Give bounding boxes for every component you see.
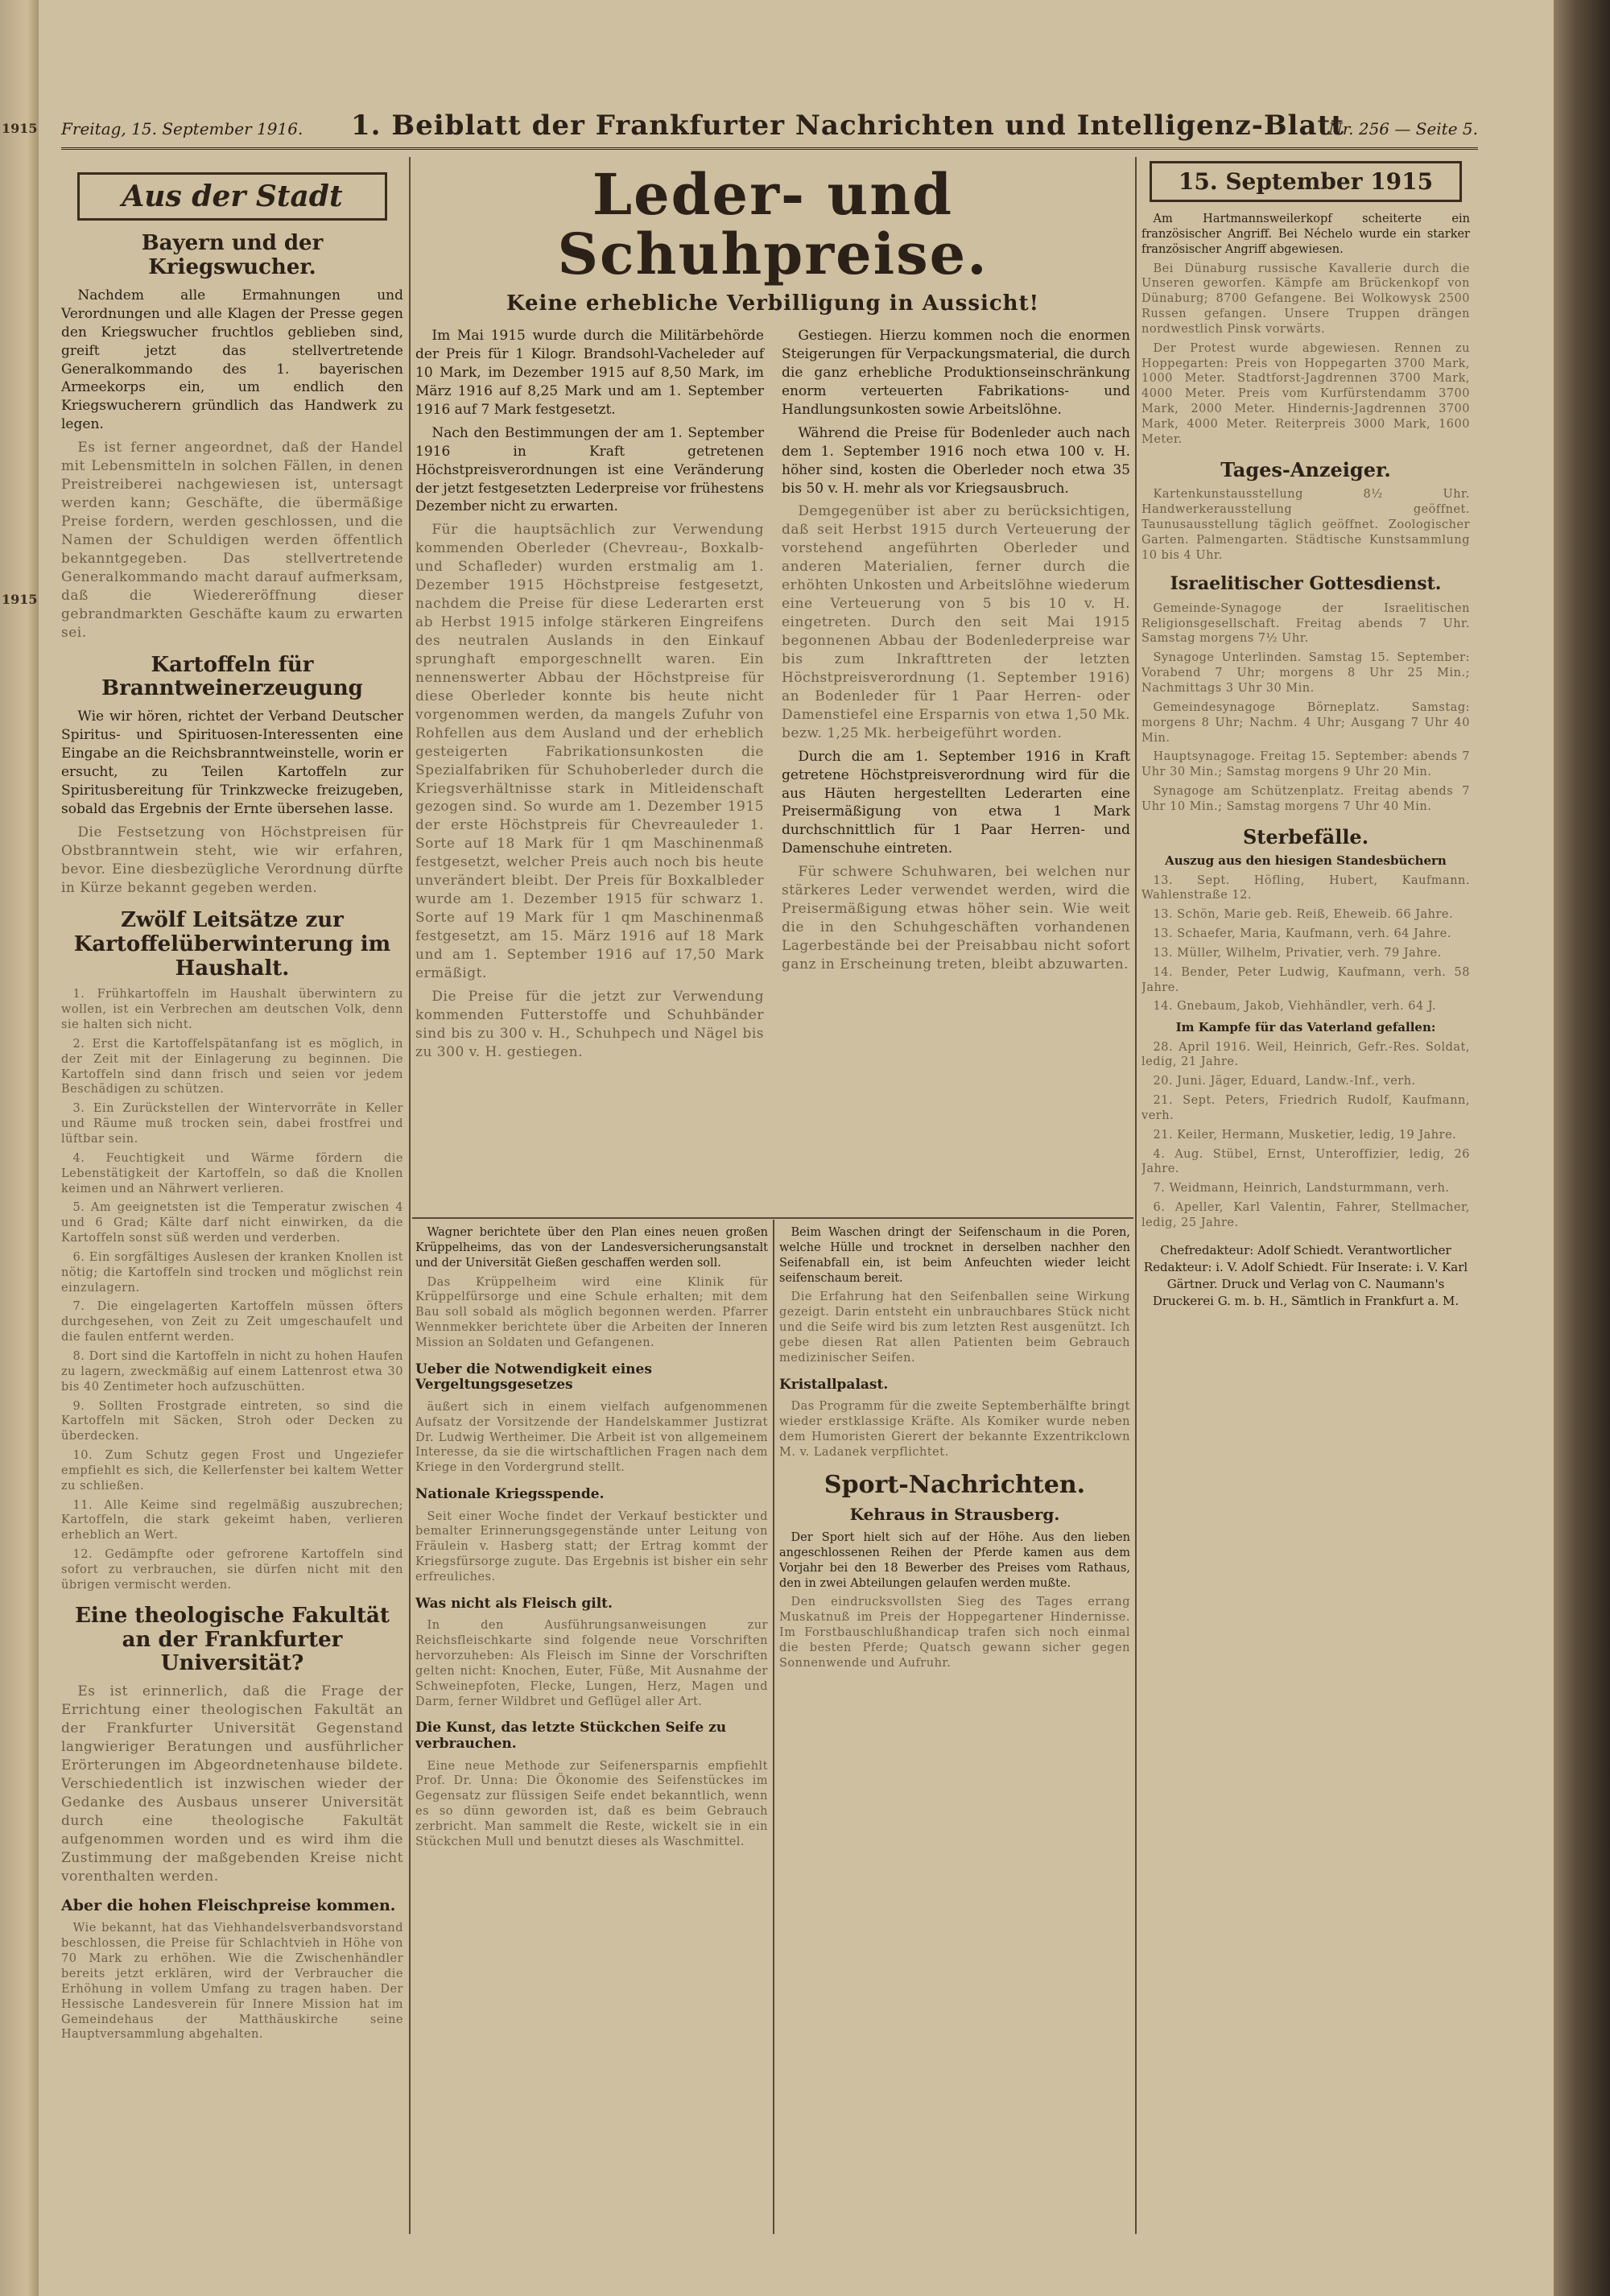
lead-article-columns (415, 327, 1130, 1067)
article-body (61, 287, 403, 642)
section-body (1141, 601, 1470, 815)
lead-paragraph: Durch die am 1. September 1916 in Kraft getretene Höchstpreisverordnung wird für die aus Häuten hergestellten Lederarten eine Preisermäßigung von etwa 1 Mark durchschnittlich für 1 Paar Herren- und Damenschuhe eintreten. (782, 748, 1130, 857)
listing-item: Synagoge Unterlinden. Samstag 15. September: Vorabend 7 Uhr; morgens 8 Uhr 25 Min.; Nachmittags 3 Uhr 30 Min. (1141, 651, 1470, 695)
article-headline: Ueber die Notwendigkeit eines Vergeltungsgesetzes (415, 1361, 652, 1394)
listing-item: Kartenkunstausstellung 8½ Uhr. Handwerkerausstellung geöffnet. Taunusausstellung täglich geöffnet. Zoologischer Garten. Palmengarten. Städtische Kunstsammlung 10 bis 4 Uhr. (1141, 488, 1470, 562)
column-rule (409, 157, 411, 2234)
article-body (61, 708, 403, 897)
section-body (1141, 1040, 1470, 1231)
article-paragraph-filler: Das Krüppelheim wird eine Klinik für Krüppelfürsorge und eine Schule erhalten; mit dem Bau soll sobald als möglich begonnen werden. Pfarrer Wennmekker berichtete über die Arbeiten der Inneren Mission an Soldaten und Gefangenen. (415, 1275, 768, 1349)
binding-strip (0, 0, 39, 2296)
sport-headline: Sport-Nachrichten. (824, 1470, 1086, 1499)
section-body (1141, 487, 1470, 563)
article-body (415, 1225, 768, 1351)
lead-paragraph: Im Mai 1915 wurde durch die Militärbehörde der Preis für 1 Kilogr. Brandsohl-Vacheleder auf 10 Mark, im Dezember 1915 auf 8,50 Mark, im März 1916 auf 8,25 Mark und am 1. September 1916 auf 7 Mark festgesetzt. (415, 328, 764, 418)
article-paragraph-filler: Es ist erinnerlich, daß die Frage der Errichtung einer theologischen Fakultät an der Frankfurter Universität Gegenstand langwieriger Beratungen und ausführlicher Erörterungen im Abgeordnetenhause bildete. Verschiedentlich ist inzwischen wieder der Gedanke des Ausbaus unserer Universität durch eine theologische Fakultät aufgenommen worden und es wird ihm die Zustimmung der maßgebenden Kreise nicht vorenthalten werden. (61, 1683, 403, 1885)
article-paragraph: Wie wir hören, richtet der Verband Deutscher Spiritus- und Spirituosen-Interessenten eine Eingabe an die Reichsbranntweinstelle, worin er ersucht, zu Teilen Kartoffeln zur Spiritusbereitung für Trinkzwecke freizugeben, sobald das Ergebnis der Ernte übersehen lasse. (61, 708, 403, 818)
list-item: 2. Erst die Kartoffelspätanfang ist es möglich, in der Zeit mit der Einlagerung zu beginnen. Die Kartoffeln sind dann frisch und seien vor jedem Beschädigen zu schützen. (61, 1037, 403, 1096)
column-rule (773, 1220, 774, 2234)
right-column (1141, 161, 1470, 2230)
article-headline: Zwölf Leitsätze zur Kartoffelüberwinterung im Haushalt. (73, 907, 391, 981)
death-notice: 14. Gnebaum, Jakob, Viehhändler, verh. 64 J. (1153, 1000, 1437, 1014)
lower-right-column (779, 1225, 1130, 2232)
chronicle-paragraph-filler: Der Protest wurde abgewiesen. Rennen zu Hoppegarten: Preis von Hoppegarten 3700 Mark, 1000 Meter. Stadtforst-Jagdrennen 3700 Mark, 4000 Meter. Preis vom Kurfürstendamm 3700 Mark, 2000 Meter. Hindernis-Jagdrennen 3700 Mark, 4000 Meter. Reiterpreis 3000 Mark, 1600 Meter. (1141, 341, 1470, 446)
article-paragraph: Der Sport hielt sich auf der Höhe. Aus den lieben angeschlossenen Reihen der Pferde kamen aus dem Vorjahr bei den 18 Bewerber des Preises vom Rathaus, den in zwei Abteilungen gelaufen werden mußte. (779, 1531, 1130, 1590)
list-item: 11. Alle Keime sind regelmäßig auszubrechen; Kartoffeln, die stark gekeimt haben, verlieren erheblich an Wert. (61, 1498, 403, 1542)
left-column (61, 169, 403, 2230)
lead-paragraph: Gestiegen. Hierzu kommen noch die enormen Steigerungen für Verpackungsmaterial, die durch die ganz erhebliche Produktionseinschränkung enorm verteuerten Fabrikations- und Handlungsunkosten sowie Arbeitslöhne. (782, 328, 1130, 418)
death-notice: 7. Weidmann, Heinrich, Landsturmmann, verh. (1153, 1182, 1450, 1195)
chronicle-body (1141, 212, 1470, 448)
article-paragraph-filler: Eine neue Methode zur Seifenersparnis empfiehlt Prof. Dr. Unna: Die Ökonomie des Seifenstückes im Gegensatz zur flüssigen Seife endet bekanntlich, wenn es so dünn geworden ist, daß es beim Gebrauch zerbricht. Man sammelt die Reste, wickelt sie in ein Stückchen Mull und benutzt dieses als Waschmittel. (415, 1759, 768, 1848)
binding-year-mark-lower: 1915 (2, 592, 38, 607)
article-headline: Kristallpalast. (779, 1376, 889, 1393)
article-headline: Kartoffeln für Branntweinerzeugung (101, 652, 363, 701)
lead-paragraph: Während die Preise für Bodenleder auch nach dem 1. September 1916 noch etwa 100 v. H. höher sind, kosten die Oberleder noch etwa 35 bis 50 v. H. mehr als vor Kriegsausbruch. (782, 424, 1130, 497)
article-paragraph-filler: Die Erfahrung hat den Seifenballen seine Wirkung gezeigt. Darin entsteht ein unbrauchbares Stück nicht und die Seife wird bis zum letzten Rest ausgenützt. Ich gebe diesen Rat allen Patienten beim Gebrauch medizinischer Seifen. (779, 1290, 1130, 1365)
lead-paragraph-filler: Die Preise für die jetzt zur Verwendung kommenden Futterstoffe und Schuhbänder sind bis zu 300 v. H., Schuhpech und Nägel bis zu 300 v. H. gestiegen. (415, 988, 764, 1060)
article-body (779, 1399, 1130, 1460)
list-item: 5. Am geeignetsten ist die Temperatur zwischen 4 und 6 Grad; Kälte darf nicht einwirken, da die Kartoffeln sonst süß werden und verderben. (61, 1201, 403, 1245)
list-item: 3. Ein Zurückstellen der Wintervorräte in Keller und Räume muß trocken sein, dabei frostfrei und lüftbar sein. (61, 1102, 403, 1146)
death-notice: 13. Müller, Wilhelm, Privatier, verh. 79 Jahre. (1153, 946, 1442, 960)
section-headline: Israelitischer Gottesdienst. (1170, 573, 1442, 595)
listing-item: Hauptsynagoge. Freitag 15. September: abends 7 Uhr 30 Min.; Samstag morgens 9 Uhr 20 Min. (1141, 750, 1470, 779)
article-paragraph-filler: Das Programm für die zweite Septemberhälfte bringt wieder erstklassige Kräfte. Als Komiker wurde neben dem Humoristen Gierert der bekannte Exzentrikclown M. v. Ladanek verpflichtet. (779, 1400, 1130, 1459)
article-body (61, 1683, 403, 1885)
article-paragraph-filler: Wie bekannt, hat das Viehhandelsverbandsvorstand beschlossen, die Preise für Schlachtvieh in Höhe von 70 Mark zu erhöhen. Wie die Zwischenhändler bereits jetzt erklären, wird der Verbraucher die Erhöhung in vollem Umfang zu tragen haben. Der Hessische Landesverein für Innere Mission hat im Gemeindehaus der Matthäuskirche seine Hauptversammlung abgehalten. (61, 1922, 403, 2042)
section-subheadline: Im Kampfe für das Vaterland gefallen: (1175, 1020, 1436, 1035)
list-item: 6. Ein sorgfältiges Auslesen der kranken Knollen ist nötig; die Kartoffeln sind trocken und möglichst rein einzulagern. (61, 1250, 403, 1295)
article-paragraph-filler: äußert sich in einem vielfach aufgenommenen Aufsatz der Vorsitzende der Handelskammer Justizrat Dr. Ludwig Wertheimer. Die Arbeit ist von allgemeinem Interesse, da sie die wirtschaftlichen Fragen nach dem Kriege in den Vordergrund stellt. (415, 1400, 768, 1475)
issue-date: Freitag, 15. September 1916. (61, 119, 303, 138)
list-item: 4. Feuchtigkeit und Wärme fördern die Lebenstätigkeit der Kartoffeln, so daß die Knollen keimen und an Nährwert verlieren. (61, 1151, 403, 1195)
lead-article (415, 165, 1130, 1212)
section-headline: Tages-Anzeiger. (1220, 457, 1391, 481)
section-rule (412, 1217, 1133, 1219)
article-headline: Nationale Kriegsspende. (415, 1486, 605, 1503)
article-headline: Was nicht als Fleisch gilt. (415, 1595, 613, 1612)
article-body (61, 1921, 403, 2042)
listing-item: Gemeindesynagoge Börneplatz. Samstag: morgens 8 Uhr; Nachm. 4 Uhr; Ausgang 7 Uhr 40 Min. (1141, 700, 1470, 745)
list-item: 1. Frühkartoffeln im Haushalt überwintern zu wollen, ist ein Verbrechen am deutschen Volk, denn sie halten sich nicht. (61, 988, 403, 1032)
article-paragraph-filler: Die Festsetzung von Höchstpreisen für Obstbranntwein steht, wie wir erfahren, bevor. Eine diesbezügliche Verordnung dürfte in Kürze bekannt gegeben werden. (61, 824, 403, 896)
lead-column-2 (782, 327, 1130, 1067)
lead-subheadline: Keine erhebliche Verbilligung in Aussicht! (506, 291, 1040, 316)
lead-paragraph-filler: Demgegenüber ist aber zu berücksichtigen, daß seit Herbst 1915 durch Verteuerung der vorstehend angeführten Oberleder und anderen Materialien, ferner durch die erhöhten Unkosten und Arbeitslöhne wiederum eine Verteuerung von 5 bis 10 v. H. eingetreten. Durch den seit Mai 1915 begonnenen Abbau der Bodenlederpreise war bis zum Inkrafttreten der letzten Höchstpreisverordnung (1. September 1916) an Bodenleder für 1 Paar Herren- oder Damenstiefel eine Ersparnis von etwa 1,50 Mk. bezw. 1,25 Mk. herbeigeführt worden. (782, 503, 1130, 741)
article-headline: Die Kunst, das letzte Stückchen Seife zu verbrauchen. (415, 1720, 727, 1752)
lead-headline: Leder- und Schuhpreise. (557, 165, 989, 287)
article-headline: Aber die hohen Fleischpreise kommen. (61, 1896, 396, 1914)
death-notice: 28. April 1916. Weil, Heinrich, Gefr.-Res. Soldat, ledig, 21 Jahre. (1141, 1040, 1470, 1069)
article-paragraph: Beim Waschen dringt der Seifenschaum in die Poren, welche Hülle und trocknet in derselben nachher den Seifenabfall ein, ist beim Anfeuchten wieder leicht seifenschaum bereit. (779, 1226, 1130, 1285)
article-paragraph: Nachdem alle Ermahnungen und Verordnungen und alle Klagen der Presse gegen den Kriegswucher fruchtlos geblieben sind, greift jetzt das stellvertretende Generalkommando des 1. bayerischen Armeekorps ein, um endlich den Kriegswucherern gründlich das Handwerk zu legen. (61, 287, 403, 433)
imprint-credit: Chefredakteur: Adolf Schiedt. Verantwortlicher Redakteur: i. V. Adolf Schiedt. Für Inserate: i. V. Karl Gärtner. Druck und Verlag von C. Naumann's Druckerei G. m. b. H., Sämtlich in Frankfurt a. M. (1143, 1242, 1468, 1308)
lead-paragraph-filler: Für schwere Schuhwaren, bei welchen nur stärkeres Leder verwendet werden, wird die Preisermäßigung etwas höher sein. Wie weit die in den Schuhgeschäften vorhandenen Lagerbestände bei der Preisabbau nicht sofort ganz in Erscheinung treten, bleibt abzuwarten. (782, 864, 1130, 972)
article-body (779, 1530, 1130, 1671)
page-edge-shadow (1554, 0, 1610, 2296)
article-body (61, 987, 403, 1592)
article-body (415, 1400, 768, 1476)
article-paragraph-filler: Es ist ferner angeordnet, daß der Handel mit Lebensmitteln in solchen Fällen, in denen Preistreiberei nachgewiesen ist, untersagt werden kann; Geschäfte, die übermäßige Preise fordern, werden geschlossen, und die Namen der Schuldigen werden öffentlich bekanntgegeben. Das stellvertretende Generalkommando macht darauf aufmerksam, daß die Wiedereröffnung dieser gebrandmarkten Geschäfte kaum zu erwarten sei. (61, 440, 403, 641)
lead-paragraph: Nach den Bestimmungen der am 1. September 1916 in Kraft getretenen Höchstpreisverordnungen ist eine Veränderung der jetzt festgesetzten Lederpreise vor frühestens Dezember nicht zu erwarten. (415, 424, 764, 515)
list-item: 12. Gedämpfte oder gefrorene Kartoffeln sind sofort zu verbrauchen, sie dürfen nicht mit den übrigen vermischt werden. (61, 1548, 403, 1592)
article-body (779, 1225, 1130, 1366)
death-notice: 13. Schön, Marie geb. Reiß, Eheweib. 66 Jahre. (1153, 908, 1454, 922)
section-title: Aus der Stadt (77, 172, 387, 221)
issue-number: Nr. 256 — Seite 5. (1328, 119, 1478, 138)
listing-item: Synagoge am Schützenplatz. Freitag abends 7 Uhr 10 Min.; Samstag morgens 7 Uhr 40 Min. (1141, 785, 1470, 813)
lead-column-1 (415, 327, 764, 1067)
list-item: 7. Die eingelagerten Kartoffeln müssen öfters durchgesehen, von Zeit zu Zeit umgeschaufelt und die faulen entfernt werden. (61, 1300, 403, 1344)
lower-middle-column (415, 1225, 768, 2232)
list-item: 10. Zum Schutz gegen Frost und Ungeziefer empfiehlt es sich, die Kellerfenster bei kaltem Wetter zu schließen. (61, 1449, 403, 1493)
listing-item: Gemeinde-Synagoge der Israelitischen Religionsgesellschaft. Freitag abends 7 Uhr. Samstag morgens 7½ Uhr. (1141, 601, 1470, 646)
chronicle-date-box: 15. September 1915 (1150, 161, 1462, 202)
article-paragraph: Wagner berichtete über den Plan eines neuen großen Krüppelheims, das von der Landesversicherungsanstalt und der Universität Gießen geschaffen werden soll. (415, 1226, 768, 1270)
death-notice: 20. Juni. Jäger, Eduard, Landw.-Inf., verh. (1153, 1075, 1416, 1088)
death-notice: 14. Bender, Peter Ludwig, Kaufmann, verh. 58 Jahre. (1141, 965, 1470, 994)
death-notice: 6. Apeller, Karl Valentin, Fahrer, Stellmacher, ledig, 25 Jahre. (1141, 1201, 1470, 1230)
death-notice: 21. Sept. Peters, Friedrich Rudolf, Kaufmann, verh. (1141, 1094, 1470, 1122)
article-paragraph-filler: In den Ausführungsanweisungen zur Reichsfleischkarte sind folgende neue Vorschriften hervorzuheben: Als Fleisch im Sinne der Vorschriften gelten nicht: Knochen, Euter, Füße, Mit Ausnahme der Schweinepfoten, Flecke, Lungen, Herz, Magen und Darm, ferner Wildbret und Geflügel aller Art. (415, 1619, 768, 1708)
section-subheadline: Auszug aus den hiesigen Standesbüchern (1165, 853, 1447, 869)
chronicle-paragraph: Am Hartmannsweilerkopf scheiterte ein französischer Angriff. Bei Néchelo wurde ein starker französischer Angriff abgewiesen. (1141, 213, 1470, 256)
death-notice: 13. Schaefer, Maria, Kaufmann, verh. 64 Jahre. (1153, 927, 1451, 941)
lead-paragraph-filler: Für die hauptsächlich zur Verwendung kommenden Oberleder (Chevreau-, Boxkalb- und Schafleder) wurden erstmalig am 1. Dezember 1915 Höchstpreise festgesetzt, nachdem die Preise für diese Lederarten erst ab Herbst 1915 infolge stärkeren Eingreifens des neutralen Auslands in den Einkauf sprunghaft emporgeschnellt waren. Ein nennenswerter Abbau der Höchstpreise für diese Oberleder konnte bis heute nicht vorgenommen werden, da mangels Zufuhr von Rohfellen aus dem Ausland und der erheblich gesteigerten Fabrikationsunkosten die Spezialfabriken für Schuhoberleder durch die Kriegsverhältnisse stark in Mitleidenschaft gezogen sind. So wurde am 1. Dezember 1915 der erste Höchstpreis für Chevreauleder 1. Sorte auf 18 Mark für 1 qm Maschinenmaß festgesetzt, welcher Preis auch noch bis heute unverändert bleibt. Der Preis für Boxkalbleder wurde am 1. Dezember 1915 für schwarz 1. Sorte auf 19 Mark für 1 qm Maschinenmaß festgesetzt, am 15. März 1916 auf 18 Mark und am 1. September 1916 auf 17,50 Mark ermäßigt. (415, 522, 764, 981)
masthead (61, 105, 1478, 150)
sport-subheadline: Kehraus in Strausberg. (849, 1505, 1060, 1525)
article-headline: Eine theologische Fakultät an der Frankfurter Universität? (75, 1603, 390, 1676)
section-headline: Sterbefälle. (1242, 824, 1369, 849)
column-rule (1135, 157, 1137, 2234)
article-body (415, 1618, 768, 1709)
list-item: 8. Dort sind die Kartoffeln in nicht zu hohen Haufen zu lagern, zweckmäßig auf einem Lattenrost etwa 30 bis 40 Zentimeter hoch aufzuschütten. (61, 1349, 403, 1394)
section-body (1141, 873, 1470, 1015)
newspaper-title: 1. Beiblatt der Frankfurter Nachrichten und Intelligenz-Blatt (351, 109, 1344, 142)
article-paragraph-filler: Seit einer Woche findet der Verkauf bestickter und bemalter Erinnerungsgegenstände unter Leitung von Fräulein v. Hasberg statt; der Ertrag kommt der Kriegsfürsorge zugute. Das Ergebnis ist bisher ein sehr erfreuliches. (415, 1509, 768, 1584)
list-item: 9. Sollten Frostgrade eintreten, so sind die Kartoffeln mit Säcken, Stroh oder Decken zu überdecken. (61, 1399, 403, 1443)
article-headline: Bayern und der Kriegswucher. (141, 231, 324, 279)
chronicle-paragraph-filler: Bei Dünaburg russische Kavallerie durch die Unseren geworfen. Kämpfe am Brückenkopf von Dünaburg; 8700 Gefangene. Bei Wolkowysk 2500 Russen gefangen. Unsere Truppen drängen nordwestlich Pinsk vorwärts. (1141, 262, 1470, 336)
article-body (415, 1509, 768, 1585)
article-paragraph-filler: Den eindrucksvollsten Sieg des Tages errang Muskatnuß im Preis der Hoppegartener Hindernisse. Im Forstbauschlußhandicap trafen sich noch einmal die besten Pferde; Quatsch gewann sicher gegen Sonnenwende und Aufruhr. (779, 1596, 1130, 1670)
death-notice: 21. Keiler, Hermann, Musketier, ledig, 19 Jahre. (1153, 1128, 1457, 1142)
death-notice: 4. Aug. Stübel, Ernst, Unteroffizier, ledig, 26 Jahre. (1141, 1147, 1470, 1176)
binding-year-mark: 1915 (2, 121, 38, 136)
death-notice: 13. Sept. Höfling, Hubert, Kaufmann. Wahlenstraße 12. (1141, 873, 1470, 902)
article-body (415, 1759, 768, 1850)
